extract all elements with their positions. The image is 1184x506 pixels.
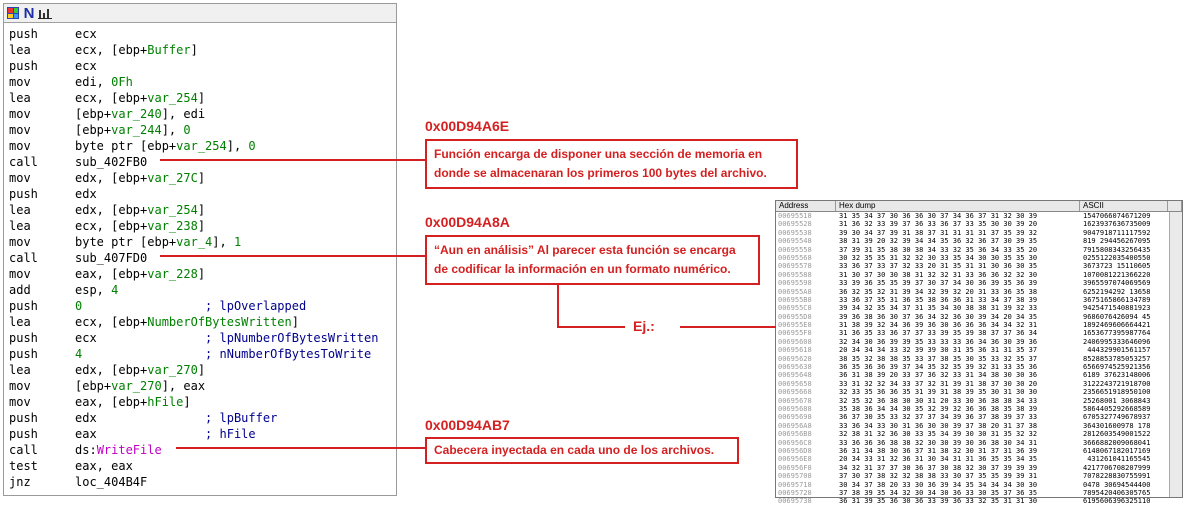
hex-ascii: 6252194292 13658 — [1083, 287, 1151, 296]
hex-address: 00695588 — [778, 270, 812, 279]
hex-address: 00695718 — [778, 480, 812, 489]
hex-address: 00695668 — [778, 388, 812, 397]
hex-ascii: 1892469606664421 — [1083, 321, 1151, 330]
hex-address: 00695698 — [778, 413, 812, 422]
hex-address: 006956D8 — [778, 446, 812, 455]
hex-ascii: 25268001 3068843 — [1083, 396, 1151, 405]
hex-ascii: 7915808343256435 — [1083, 245, 1151, 254]
asm-operand-text: eax, [ebp+ — [75, 267, 148, 281]
asm-operand-text: edx, [ebp+ — [75, 171, 148, 185]
asm-mnemonic: push — [9, 59, 38, 73]
hex-bytes: 31 36 35 33 36 37 37 33 39 35 39 38 37 37 36 34 — [839, 329, 1038, 338]
asm-mnemonic: call — [9, 443, 38, 457]
hex-address: 006956F8 — [778, 463, 812, 472]
asm-mnemonic: jnz — [9, 475, 31, 489]
column-hex-dump[interactable]: Hex dump — [836, 201, 1080, 211]
asm-mnemonic: push — [9, 411, 38, 425]
hex-address: 006955B8 — [778, 295, 812, 304]
asm-identifier[interactable]: Buffer — [147, 43, 191, 57]
hex-ascii: 819 294456267095 — [1083, 237, 1151, 246]
asm-mnemonic: push — [9, 427, 38, 441]
asm-operand-text: edx, [ebp+ — [75, 203, 148, 217]
hex-bytes: 36 32 35 32 31 39 34 32 39 32 20 31 33 36 35 38 — [839, 287, 1038, 296]
hex-bytes: 31 30 37 30 30 38 31 32 32 31 33 36 36 32 32 30 — [839, 270, 1038, 279]
asm-mnemonic: push — [9, 347, 38, 361]
annotation-1-line-1: Función encarga de disponer una sección de memoria en — [434, 147, 763, 161]
asm-identifier[interactable]: hFile — [147, 395, 184, 409]
asm-operand-text: [ebp+ — [75, 123, 112, 137]
hex-address: 00695538 — [778, 228, 812, 237]
hex-address: 00695548 — [778, 237, 812, 246]
asm-operand-text: edi, — [75, 75, 112, 89]
asm-operand-text: 1 — [233, 235, 242, 249]
annotation-3-address: 0x00D94AB7 — [425, 417, 510, 433]
hex-ascii: 6566974525921356 — [1083, 363, 1151, 372]
asm-comment: ; lpBuffer — [96, 411, 278, 425]
asm-identifier[interactable]: var_238 — [147, 219, 198, 233]
hex-address: 00695568 — [778, 253, 812, 262]
asm-operand-text: eax — [75, 427, 97, 441]
asm-operand-text: ] — [197, 203, 206, 217]
hex-ascii: 6189 37623148006 — [1083, 371, 1151, 380]
asm-identifier[interactable]: var_240 — [111, 107, 162, 121]
asm-operand-text: ], — [212, 235, 234, 249]
hex-bytes: 39 30 34 37 39 31 38 37 31 31 31 31 37 35 39 32 — [839, 228, 1038, 237]
hex-row[interactable] — [776, 497, 1182, 505]
annotation-1-address: 0x00D94A6E — [425, 118, 510, 134]
hex-bytes: 30 34 37 38 20 33 30 36 39 34 35 34 34 34 30 30 — [839, 480, 1038, 489]
asm-mnemonic: mov — [9, 267, 31, 281]
asm-comment: ; hFile — [96, 427, 256, 441]
asm-identifier[interactable]: var_228 — [147, 267, 198, 281]
asm-operand-text: 4 — [111, 283, 119, 297]
hex-bytes: 37 39 31 35 38 30 38 34 33 32 35 36 34 33 35 20 — [839, 245, 1038, 254]
asm-operand-text: 0 — [183, 123, 191, 137]
hex-bytes: 36 31 38 39 20 33 37 36 32 33 31 34 38 30 30 36 — [839, 371, 1038, 380]
asm-identifier[interactable]: WriteFile — [96, 443, 162, 457]
hex-bytes: 31 35 34 37 30 36 36 30 37 34 36 37 31 32 30 39 — [839, 212, 1038, 220]
asm-operand-text: ecx, [ebp+ — [75, 219, 148, 233]
hex-bytes: 39 36 38 36 30 37 36 34 32 36 30 39 34 20 34 35 — [839, 312, 1038, 321]
asm-mnemonic: lea — [9, 91, 31, 105]
hex-address: 00695728 — [778, 488, 812, 497]
hex-address: 00695518 — [778, 212, 812, 220]
asm-operand-text: ] — [197, 171, 206, 185]
annotation-2-line-1: “Aun en análisis” Al parecer esta función se encarga — [434, 243, 736, 257]
hex-bytes: 20 34 34 34 33 32 39 39 30 31 35 36 31 31 35 37 — [839, 346, 1038, 355]
asm-identifier[interactable]: var_254 — [176, 139, 227, 153]
hex-bytes: 36 37 30 35 33 32 37 37 34 39 36 37 38 39 37 33 — [839, 413, 1038, 422]
hex-address: 006956C8 — [778, 438, 812, 447]
asm-identifier[interactable]: var_254 — [147, 203, 198, 217]
asm-mnemonic: lea — [9, 43, 31, 57]
column-ascii[interactable]: ASCII — [1080, 201, 1168, 211]
hex-address: 00695648 — [778, 371, 812, 380]
hex-bytes: 32 34 30 36 39 39 35 33 33 33 36 34 36 30 39 36 — [839, 337, 1038, 346]
names-window-button[interactable]: N — [23, 4, 35, 22]
asm-operand-text: ], — [226, 139, 249, 153]
asm-identifier[interactable]: var_254 — [147, 91, 198, 105]
asm-operand-text: ecx, [ebp+ — [75, 315, 148, 329]
hex-bytes: 38 35 32 38 38 35 33 37 38 35 30 35 33 32 35 37 — [839, 354, 1038, 363]
hex-ascii: 4217706708207999 — [1083, 463, 1151, 472]
hex-bytes: 32 38 31 32 36 30 33 35 34 39 30 30 31 35 32 32 — [839, 430, 1038, 439]
asm-comment: ; lpNumberOfBytesWritten — [96, 331, 379, 345]
asm-operand-text: edx — [75, 411, 97, 425]
asm-operand-text: [ebp+ — [75, 379, 112, 393]
hex-bytes: 38 31 39 20 32 39 34 34 35 36 32 36 37 30 39 35 — [839, 237, 1038, 246]
asm-operand-text: 0 — [75, 299, 83, 313]
hex-bytes: 36 31 39 35 36 30 36 33 39 36 33 32 35 31 31 30 — [839, 497, 1038, 506]
hex-address: 00695528 — [778, 220, 812, 229]
asm-mnemonic: call — [9, 251, 38, 265]
example-label: Ej.: — [633, 318, 655, 334]
asm-operand-text: ] — [197, 267, 206, 281]
hex-bytes: 20 34 33 31 32 36 31 30 34 31 31 36 35 35 34 35 — [839, 455, 1038, 464]
hex-address: 006955E8 — [778, 321, 812, 330]
asm-operand-text: sub_402FB0 — [75, 155, 148, 169]
asm-mnemonic: mov — [9, 139, 31, 153]
asm-operand-text: ecx — [75, 59, 97, 73]
asm-mnemonic: add — [9, 283, 31, 297]
column-address[interactable]: Address — [776, 201, 836, 211]
asm-operand-text: 0Fh — [111, 75, 133, 89]
hex-ascii: 0255122035400550 — [1083, 253, 1151, 262]
asm-mnemonic: call — [9, 155, 38, 169]
hex-ascii: 3675165866134789 — [1083, 295, 1151, 304]
hex-address: 00695658 — [778, 379, 812, 388]
asm-comment: ; lpOverlapped — [82, 299, 307, 313]
hex-bytes: 37 30 37 38 32 32 38 38 33 30 37 35 35 39 39 31 — [839, 472, 1038, 481]
asm-operand-text: loc_404B4F — [75, 475, 148, 489]
hex-address: 00695638 — [778, 363, 812, 372]
hex-ascii: 7078228830755991 — [1083, 472, 1151, 481]
hex-address: 00695598 — [778, 279, 812, 288]
asm-mnemonic: mov — [9, 123, 31, 137]
asm-operand-text: ] — [190, 43, 198, 57]
asm-mnemonic: mov — [9, 395, 31, 409]
asm-identifier[interactable]: var_270 — [147, 363, 198, 377]
hex-bytes: 33 36 37 35 31 36 35 38 36 36 31 33 34 37 38 39 — [839, 295, 1038, 304]
hex-ascii: 3673723 15110605 — [1083, 262, 1151, 271]
asm-operand-text: ecx — [75, 331, 97, 345]
annotation-2-address: 0x00D94A8A — [425, 214, 510, 230]
hex-address: 00695738 — [778, 497, 812, 506]
asm-mnemonic: lea — [9, 363, 31, 377]
annotation-3-callout — [425, 437, 739, 464]
asm-operand-text: eax, [ebp+ — [75, 395, 148, 409]
hex-ascii: 1653677395987764 — [1083, 329, 1151, 338]
hex-ascii: 444329901561157 — [1083, 346, 1151, 355]
hex-address: 00695618 — [778, 346, 812, 355]
asm-mnemonic: mov — [9, 107, 31, 121]
hex-bytes: 33 36 34 33 30 31 36 30 30 39 37 38 20 31 37 38 — [839, 421, 1038, 430]
hex-ascii: 6148067182017169 — [1083, 446, 1151, 455]
hex-bytes: 33 36 37 33 37 32 33 20 31 35 31 31 30 36 30 35 — [839, 262, 1038, 271]
asm-operand-text: ] — [291, 315, 299, 329]
asm-operand-text: byte ptr [ebp+ — [75, 235, 177, 249]
asm-identifier[interactable]: var_244 — [111, 123, 162, 137]
asm-operand-text: ds: — [75, 443, 97, 457]
asm-operand-text: ecx, [ebp+ — [75, 43, 148, 57]
hex-address: 00695578 — [778, 262, 812, 271]
asm-operand-text: ] — [197, 219, 206, 233]
hex-bytes: 36 35 36 36 39 37 34 35 32 35 39 32 31 33 35 36 — [839, 363, 1038, 372]
asm-operand-text: ecx, [ebp+ — [75, 91, 148, 105]
hex-bytes: 32 33 35 36 36 35 31 39 31 38 39 35 30 31 30 30 — [839, 388, 1038, 397]
hex-ascii: 0478 30694544400 — [1083, 480, 1151, 489]
asm-mnemonic: lea — [9, 219, 31, 233]
hex-address: 006956E8 — [778, 455, 812, 464]
asm-operand-text: 0 — [248, 139, 256, 153]
annotation-1-callout — [425, 139, 798, 189]
asm-mnemonic: lea — [9, 315, 31, 329]
hex-address: 00695678 — [778, 396, 812, 405]
hex-bytes: 31 36 32 33 39 37 36 33 36 37 33 35 30 30 39 20 — [839, 220, 1038, 229]
asm-operand-text: 4 — [75, 347, 83, 361]
asm-operand-text: ] — [197, 91, 206, 105]
hex-bytes: 33 36 36 36 38 38 32 30 30 39 30 36 38 30 34 31 — [839, 438, 1038, 447]
asm-operand-text: ecx — [75, 27, 97, 41]
asm-mnemonic: test — [9, 459, 38, 473]
asm-comment: ; nNumberOfBytesToWrite — [82, 347, 372, 361]
hex-ascii: 6705327749678937 — [1083, 413, 1151, 422]
asm-operand-text: edx — [75, 187, 97, 201]
hex-bytes: 35 38 36 34 34 30 35 32 39 32 36 36 38 35 38 39 — [839, 404, 1038, 413]
hex-address: 00695688 — [778, 404, 812, 413]
asm-operand-text: sub_407FD0 — [75, 251, 148, 265]
hex-ascii: 1623937636735009 — [1083, 220, 1151, 229]
asm-operand-text: ] — [197, 363, 206, 377]
hex-ascii: 3666882009068041 — [1083, 438, 1151, 447]
hex-address: 006956B8 — [778, 430, 812, 439]
asm-mnemonic: push — [9, 331, 38, 345]
hex-address: 00695608 — [778, 337, 812, 346]
hex-bytes: 36 31 34 38 30 36 37 31 38 32 30 31 37 31 36 39 — [839, 446, 1038, 455]
asm-mnemonic: lea — [9, 203, 31, 217]
asm-identifier[interactable]: var_27C — [147, 171, 198, 185]
hex-bytes: 33 31 32 32 34 33 37 32 31 39 31 38 37 30 30 20 — [839, 379, 1038, 388]
asm-operand-text: ], eax — [161, 379, 206, 393]
asm-operand-text: ], — [161, 123, 184, 137]
asm-identifier[interactable]: NumberOfBytesWritten — [147, 315, 292, 329]
hex-address: 006955F8 — [778, 329, 812, 338]
hex-ascii: 5864405292668589 — [1083, 404, 1151, 413]
asm-operand-text: edx, [ebp+ — [75, 363, 148, 377]
hex-address: 00695558 — [778, 245, 812, 254]
asm-operand-text: [ebp+ — [75, 107, 112, 121]
hex-ascii: 3965597074069569 — [1083, 279, 1151, 288]
asm-mnemonic: push — [9, 299, 38, 313]
annotation-1-line-2: donde se almacenaran los primeros 100 bytes del archivo. — [434, 166, 767, 180]
hex-bytes: 39 34 32 35 34 37 31 35 34 30 38 38 31 39 32 33 — [839, 304, 1038, 313]
asm-operand-text: ], edi — [161, 107, 206, 121]
hex-ascii: 9047918711117592 — [1083, 228, 1151, 237]
hex-ascii: 8528853785053257 — [1083, 354, 1151, 363]
hex-address: 00695708 — [778, 472, 812, 481]
asm-mnemonic: push — [9, 27, 38, 41]
hex-address: 006955D8 — [778, 312, 812, 321]
hex-bytes: 37 38 39 35 34 32 30 34 30 36 33 30 35 37 36 35 — [839, 488, 1038, 497]
hex-ascii: 7895420406305765 — [1083, 488, 1151, 497]
hex-ascii: 9425471540881923 — [1083, 304, 1151, 313]
hex-ascii: 431261041165545 — [1083, 455, 1151, 464]
annotation-3-line-1: Cabecera inyectada en cada uno de los archivos. — [434, 443, 715, 457]
asm-mnemonic: mov — [9, 235, 31, 249]
asm-mnemonic: mov — [9, 171, 31, 185]
hex-ascii: 2812603549001522 — [1083, 430, 1151, 439]
hex-bytes: 32 35 32 36 38 30 30 31 20 33 30 36 38 38 34 33 — [839, 396, 1038, 405]
asm-mnemonic: mov — [9, 75, 31, 89]
asm-identifier[interactable]: var_270 — [111, 379, 162, 393]
asm-operand-text: ] — [183, 395, 191, 409]
hex-address: 006955C8 — [778, 304, 812, 313]
asm-operand-text: eax, eax — [75, 459, 133, 473]
asm-identifier[interactable]: var_4 — [176, 235, 213, 249]
annotation-2-callout — [425, 235, 760, 285]
asm-operand-text: byte ptr [ebp+ — [75, 139, 177, 153]
asm-mnemonic: mov — [9, 379, 31, 393]
hex-ascii: 6195606396325110 — [1083, 497, 1151, 506]
hex-bytes: 30 32 35 35 31 32 32 30 33 35 34 30 30 35 35 30 — [839, 253, 1038, 262]
hex-ascii: 3122243721918700 — [1083, 379, 1151, 388]
hex-bytes: 31 38 39 32 34 36 39 36 30 36 36 36 34 34 32 31 — [839, 321, 1038, 330]
hex-bytes: 34 32 31 37 37 30 36 37 30 38 32 30 37 39 39 39 — [839, 463, 1038, 472]
hex-address: 00695628 — [778, 354, 812, 363]
annotation-2-line-2: de codificar la información en un formato numérico. — [434, 262, 731, 276]
hex-ascii: 2356651918950100 — [1083, 388, 1151, 397]
asm-mnemonic: push — [9, 187, 38, 201]
hex-ascii: 1070081221366220 — [1083, 270, 1151, 279]
hex-address: 006955A8 — [778, 287, 812, 296]
hex-ascii: 364301600978 178 — [1083, 421, 1151, 430]
hex-address: 006956A8 — [778, 421, 812, 430]
hex-ascii: 2406995333646096 — [1083, 337, 1151, 346]
hex-bytes: 33 39 36 35 35 39 37 30 37 34 30 36 39 35 36 39 — [839, 279, 1038, 288]
asm-operand-text: esp, — [75, 283, 112, 297]
hex-ascii: 9686076426094 45 — [1083, 312, 1151, 321]
hex-ascii: 1547066074671209 — [1083, 212, 1151, 220]
